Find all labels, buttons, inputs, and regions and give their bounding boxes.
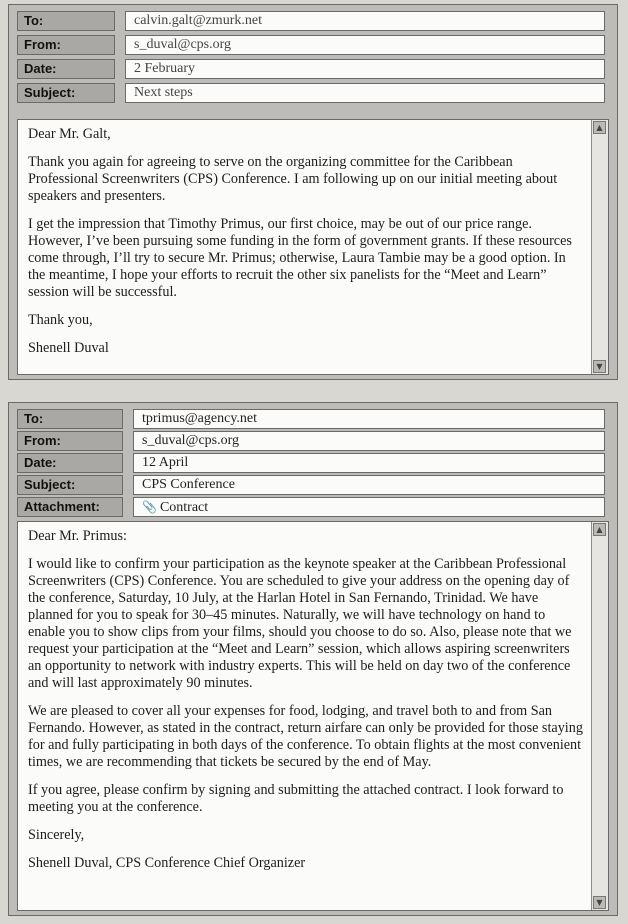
paperclip-icon: 📎 <box>142 500 157 514</box>
scroll-up-icon[interactable]: ▲ <box>593 121 606 134</box>
to-row <box>17 409 605 429</box>
attachment-row <box>17 497 605 517</box>
message-body[interactable] <box>17 521 609 911</box>
attachment-label: Attachment: <box>17 497 123 517</box>
subject-label: Subject: <box>17 83 115 103</box>
signature: Shenell Duval, CPS Conference Chief Organizer <box>28 855 306 871</box>
to-label: To: <box>17 409 123 429</box>
greeting: Dear Mr. Galt, <box>28 126 111 142</box>
from-row <box>17 431 605 451</box>
from-field[interactable]: s_duval@cps.org <box>125 35 605 55</box>
closing: Thank you, <box>28 312 93 328</box>
paragraph: If you agree, please confirm by signing and submitting the attached contract. I look forward to meeting you at the conference. <box>28 782 564 815</box>
date-field[interactable]: 12 April <box>133 453 605 473</box>
closing: Sincerely, <box>28 827 85 843</box>
from-label: From: <box>17 35 115 55</box>
message-body[interactable] <box>17 119 609 375</box>
scrollbar[interactable] <box>591 522 608 910</box>
scroll-up-icon[interactable]: ▲ <box>593 523 606 536</box>
date-row <box>17 59 605 79</box>
date-row <box>17 453 605 473</box>
paragraph: Thank you again for agreeing to serve on the organizing committee for the Caribbean Professional Screenwriters (CPS) Conference. I am following up on our initial meeting about speakers and presenters. <box>28 154 558 204</box>
attachment-name[interactable]: Contract <box>159 500 209 515</box>
date-label: Date: <box>17 59 115 79</box>
email-window-2 <box>8 402 618 916</box>
signature: Shenell Duval <box>28 340 109 356</box>
to-label: To: <box>17 11 115 31</box>
to-field[interactable]: calvin.galt@zmurk.net <box>125 11 605 31</box>
paragraph: I get the impression that Timothy Primus, our first choice, may be out of our price range. However, I’ve been pursuing some funding in the form of government grants. If these resources come through, I’ll try to secure Mr. Primus; otherwise, Laura Tambie may be a good option. In the meantime, I hope your efforts to recruit the other six panelists for the “Meet and Learn” session will be successful. <box>28 216 572 300</box>
paragraph: We are pleased to cover all your expenses for food, lodging, and travel both to and from San Fernando. However, as stated in the contract, return airfare can only be provided for those staying for and fully participating in both days of the conference. To obtain flights at the most convenient times, we are recommending that tickets be secured by the end of May. <box>28 703 583 770</box>
message-text <box>28 528 584 904</box>
email-window-1 <box>8 4 618 380</box>
from-row <box>17 35 605 55</box>
attachment-field[interactable] <box>133 497 605 517</box>
to-field[interactable]: tprimus@agency.net <box>133 409 605 429</box>
subject-field[interactable]: CPS Conference <box>133 475 605 495</box>
scrollbar[interactable] <box>591 120 608 374</box>
subject-row <box>17 83 605 103</box>
paragraph: I would like to confirm your participation as the keynote speaker at the Caribbean Professional Screenwriters (CPS) Conference. You are scheduled to give your address on the opening day of the conference, Saturday, 10 July, at the Harlan Hotel in San Fernando, Trinidad. We have planned for you to speak for 30–45 minutes. Naturally, we will have technology on hand to enable you to show clips from your films, should you choose to do so. Also, please note that we request your participation at the “Meet and Learn” session, which allows aspiring screenwriters an opportunity to network with industry experts. This will be held on day two of the conference and will last approximately 90 minutes. <box>28 556 572 691</box>
subject-field[interactable]: Next steps <box>125 83 605 103</box>
date-field[interactable]: 2 February <box>125 59 605 79</box>
date-label: Date: <box>17 453 123 473</box>
subject-label: Subject: <box>17 475 123 495</box>
message-text <box>28 126 584 368</box>
from-field[interactable]: s_duval@cps.org <box>133 431 605 451</box>
scroll-down-icon[interactable]: ▼ <box>593 360 606 373</box>
scroll-down-icon[interactable]: ▼ <box>593 896 606 909</box>
to-row <box>17 11 605 31</box>
from-label: From: <box>17 431 123 451</box>
greeting: Dear Mr. Primus: <box>28 528 127 544</box>
subject-row <box>17 475 605 495</box>
